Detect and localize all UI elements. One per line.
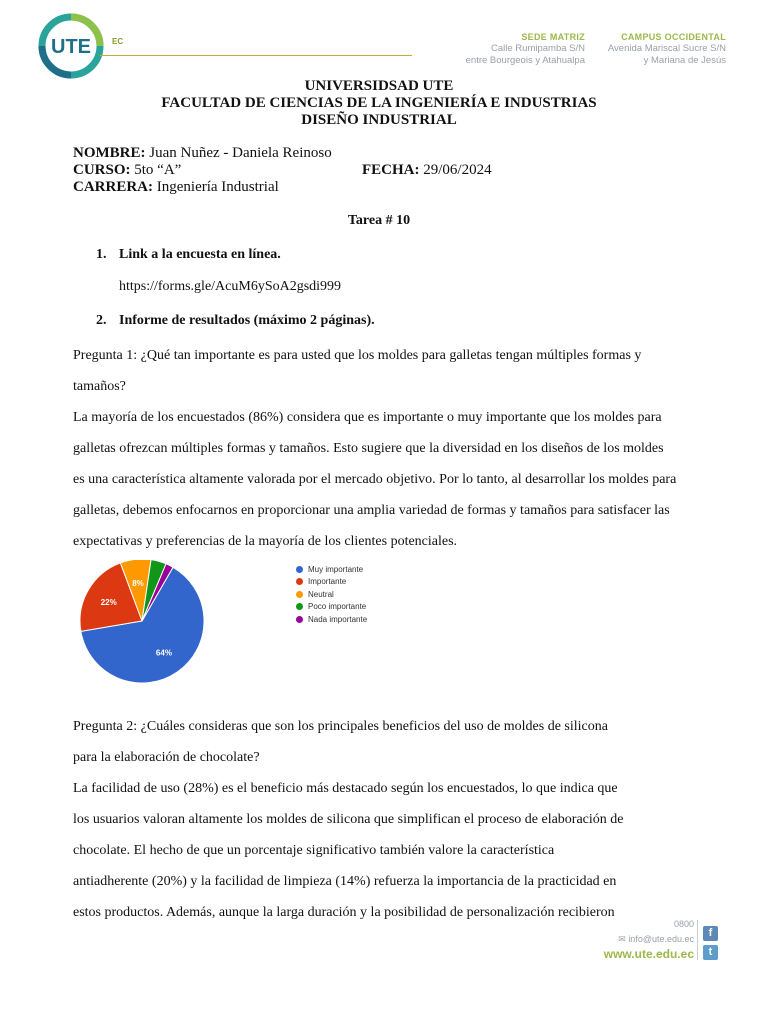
faculty-title: FACULTAD DE CIENCIAS DE LA INGENIERÍA E INDUSTRIAS bbox=[161, 95, 597, 111]
legend-swatch bbox=[296, 591, 303, 598]
campus-occidental-line2: y Mariana de Jesús bbox=[643, 55, 726, 66]
legend-item bbox=[296, 588, 367, 601]
footer-phone: 0800 bbox=[673, 919, 694, 929]
q1-question bbox=[73, 340, 693, 371]
legend-label: Muy importante bbox=[308, 564, 364, 574]
facebook-icon[interactable]: f bbox=[703, 926, 718, 941]
ute-logo bbox=[38, 13, 104, 79]
campus-matriz-line2: entre Bourgeois y Atahualpa bbox=[465, 55, 585, 66]
footer-email[interactable] bbox=[582, 934, 694, 945]
q2-answer-line-5: estos productos. Además, aunque la larga duración y la posibilidad de personalización recibieron bbox=[73, 905, 615, 920]
q1-question-text: : ¿Qué tan importante es para usted que los moldes para galletas tengan múltiples formas y bbox=[133, 348, 642, 363]
item2-text: Informe de resultados (máximo 2 páginas). bbox=[119, 313, 375, 328]
q2-answer-line-1: La facilidad de uso (28%) es el beneficio más destacado según los encuestados, lo que indica que bbox=[73, 781, 618, 796]
q2-label: Pregunta 2 bbox=[73, 719, 134, 734]
university-title: UNIVERSIDSAD UTE bbox=[304, 78, 454, 94]
legend-swatch bbox=[296, 616, 303, 623]
footer-website[interactable]: www.ute.edu.ec bbox=[603, 947, 694, 961]
pie-label-neutral: 8% bbox=[132, 578, 144, 588]
q2-question-text: : ¿Cuáles consideras que son los principales beneficios del uso de moldes de silicona bbox=[133, 719, 608, 734]
twitter-icon[interactable]: t bbox=[703, 945, 718, 960]
campus-occidental bbox=[588, 31, 726, 67]
campus-occidental-title: CAMPUS OCCIDENTAL bbox=[621, 32, 726, 42]
q2-question bbox=[73, 711, 693, 742]
item2-number: 2. bbox=[96, 313, 107, 328]
legend-swatch bbox=[296, 578, 303, 585]
q1-answer-line-5: expectativas y preferencias de la mayoría de los clientes potenciales. bbox=[73, 534, 458, 549]
carrera-row bbox=[73, 179, 279, 196]
legend-item bbox=[296, 613, 367, 626]
legend-swatch bbox=[296, 566, 303, 573]
q1-block bbox=[73, 340, 693, 557]
campus-matriz-title: SEDE MATRIZ bbox=[521, 32, 585, 42]
legend-item bbox=[296, 576, 367, 589]
curso-label: CURSO: bbox=[73, 162, 131, 178]
carrera-value: Ingeniería Industrial bbox=[156, 179, 279, 195]
campus-occidental-line1: Avenida Mariscal Sucre S/N bbox=[607, 43, 726, 54]
footer-divider bbox=[697, 920, 698, 960]
legend-label: Nada importante bbox=[308, 614, 368, 624]
q2-block bbox=[73, 711, 693, 928]
item1-number: 1. bbox=[96, 247, 107, 262]
fecha-value: 29/06/2024 bbox=[423, 162, 492, 178]
legend-label: Importante bbox=[308, 577, 347, 587]
q1-question-cont: tamaños? bbox=[73, 379, 126, 394]
q1-answer-line-3: es una característica altamente valorada por el mercado objetivo. Por lo tanto, al desarrollar los moldes para bbox=[73, 472, 677, 487]
fecha-label: FECHA: bbox=[362, 162, 420, 178]
q2-answer-line-4: antiadherente (20%) y la facilidad de limpieza (14%) refuerza la importancia de la practicidad en bbox=[73, 874, 617, 889]
footer-contact bbox=[582, 919, 694, 961]
logo-suffix: EC bbox=[112, 37, 124, 46]
q1-answer-line-4: galletas, debemos enfocarnos en proporcionar una amplia variedad de formas y tamaños para satisfacer las bbox=[73, 503, 670, 518]
legend-item bbox=[296, 563, 367, 576]
q1-answer-line-1: La mayoría de los encuestados (86%) considera que es importante o muy importante que los moldes para bbox=[73, 410, 662, 425]
student-name-row bbox=[73, 145, 332, 162]
logo-text: UTE bbox=[51, 36, 91, 58]
legend-label: Poco importante bbox=[308, 602, 367, 612]
legend-label: Neutral bbox=[308, 589, 334, 599]
curso-row bbox=[73, 162, 181, 179]
nombre-value: Juan Nuñez - Daniela Reinoso bbox=[149, 145, 332, 161]
q1-answer-line-2: galletas ofrezcan múltiples formas y tamaños. Esto sugiere que la diversidad en los diseños de los moldes bbox=[73, 441, 664, 456]
header-rule bbox=[100, 55, 412, 56]
legend-item bbox=[296, 601, 367, 614]
q2-answer-line-3: chocolate. El hecho de que un porcentaje significativo también valore la característica bbox=[73, 843, 555, 858]
task-title: Tarea # 10 bbox=[347, 213, 411, 228]
q1-pie-chart bbox=[70, 560, 220, 690]
q2-question-cont: para la elaboración de chocolate? bbox=[73, 750, 260, 765]
q1-pie-legend bbox=[296, 563, 367, 626]
carrera-label: CARRERA: bbox=[73, 179, 153, 195]
survey-link[interactable]: https://forms.gle/AcuM6ySoA2gsdi999 bbox=[119, 279, 342, 294]
footer-email-text: info@ute.edu.ec bbox=[628, 934, 694, 944]
curso-value: 5to “A” bbox=[134, 162, 182, 178]
q2-answer-line-2: los usuarios valoran altamente los moldes de silicona que simplifican el proceso de elaboración de bbox=[73, 812, 624, 827]
q1-label: Pregunta 1 bbox=[73, 348, 134, 363]
campus-matriz bbox=[442, 31, 585, 67]
nombre-label: NOMBRE: bbox=[73, 145, 146, 161]
item1-text: Link a la encuesta en línea. bbox=[119, 247, 281, 262]
pie-label-muy-importante: 64% bbox=[155, 648, 172, 658]
campus-matriz-line1: Calle Rumipamba S/N bbox=[491, 43, 585, 54]
pie-label-importante: 22% bbox=[100, 597, 117, 607]
program-title: DISEÑO INDUSTRIAL bbox=[301, 112, 457, 128]
legend-swatch bbox=[296, 603, 303, 610]
fecha-row bbox=[362, 162, 492, 179]
mail-icon: ✉ bbox=[618, 934, 626, 944]
